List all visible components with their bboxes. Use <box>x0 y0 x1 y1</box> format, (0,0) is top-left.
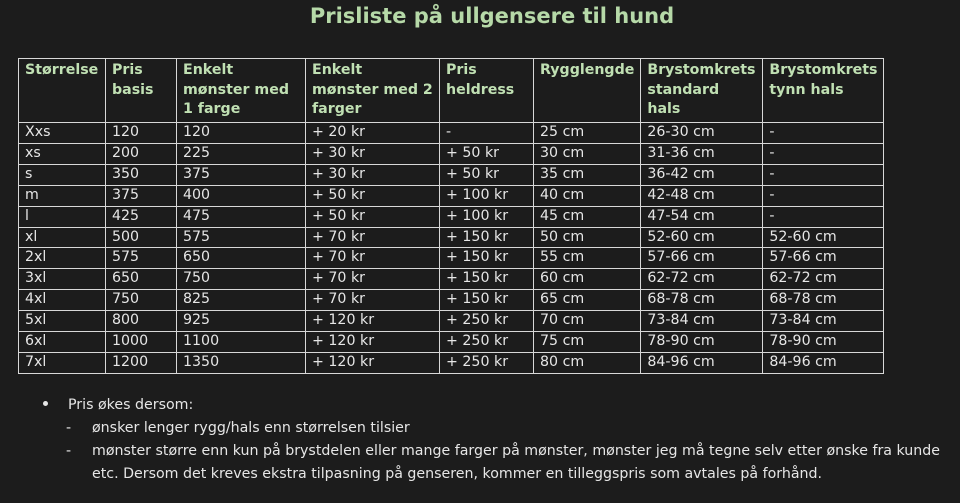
table-cell: + 100 kr <box>440 206 534 227</box>
table-cell: 68-78 cm <box>763 290 884 311</box>
table-header-row <box>19 59 884 123</box>
table-cell: s <box>19 164 106 185</box>
table-row <box>19 290 884 311</box>
price-table <box>18 58 884 374</box>
table-cell: 1000 <box>106 332 177 353</box>
dash-marker: - <box>66 443 72 459</box>
table-cell: - <box>763 206 884 227</box>
table-cell: xs <box>19 143 106 164</box>
table-cell: 52-60 cm <box>763 227 884 248</box>
table-cell: 650 <box>106 269 177 290</box>
table-cell: 200 <box>106 143 177 164</box>
table-cell: 575 <box>177 227 306 248</box>
table-cell: + 20 kr <box>306 123 440 144</box>
table-cell: + 250 kr <box>440 311 534 332</box>
table-cell: + 150 kr <box>440 227 534 248</box>
table-cell: + 150 kr <box>440 269 534 290</box>
table-cell: 40 cm <box>534 185 641 206</box>
table-cell: 825 <box>177 290 306 311</box>
table-cell: + 150 kr <box>440 248 534 269</box>
table-cell: 6xl <box>19 332 106 353</box>
table-row <box>19 269 884 290</box>
table-cell: + 50 kr <box>440 143 534 164</box>
table-cell: 575 <box>106 248 177 269</box>
table-cell: 62-72 cm <box>763 269 884 290</box>
table-cell: 42-48 cm <box>641 185 763 206</box>
table-cell: 52-60 cm <box>641 227 763 248</box>
table-row <box>19 227 884 248</box>
table-cell: 375 <box>177 164 306 185</box>
table-cell: 425 <box>106 206 177 227</box>
table-cell: 55 cm <box>534 248 641 269</box>
price-notes <box>42 394 957 486</box>
table-cell: 750 <box>177 269 306 290</box>
table-cell: 35 cm <box>534 164 641 185</box>
table-cell: 4xl <box>19 290 106 311</box>
table-cell: 84-96 cm <box>641 352 763 373</box>
table-cell: - <box>763 123 884 144</box>
table-cell: + 250 kr <box>440 332 534 353</box>
table-row <box>19 123 884 144</box>
bullet-text: Pris økes dersom: <box>68 397 194 413</box>
table-cell: 120 <box>106 123 177 144</box>
header-storrelse: Størrelse <box>19 59 106 123</box>
table-cell: + 70 kr <box>306 269 440 290</box>
table-cell: 50 cm <box>534 227 641 248</box>
table-cell: 500 <box>106 227 177 248</box>
table-cell: 1200 <box>106 352 177 373</box>
dash-marker: - <box>66 420 72 436</box>
table-cell: 800 <box>106 311 177 332</box>
table-cell: + 250 kr <box>440 352 534 373</box>
table-cell: + 50 kr <box>440 164 534 185</box>
table-cell: 60 cm <box>534 269 641 290</box>
header-enkelt-1-farge: Enkelt mønster med 1 farge <box>177 59 306 123</box>
header-brystomkrets-tynn: Brystomkrets tynn hals <box>763 59 884 123</box>
table-row <box>19 206 884 227</box>
table-cell: 70 cm <box>534 311 641 332</box>
sub-list-item <box>66 440 957 486</box>
table-cell: 57-66 cm <box>763 248 884 269</box>
table-cell: + 70 kr <box>306 227 440 248</box>
table-cell: + 150 kr <box>440 290 534 311</box>
sub-item-text: mønster større enn kun på brystdelen eller mange farger på mønster, mønster jeg må tegne selv etter ønske fra kunde etc. Dersom det kreves ekstra tilpasning på genseren, kommer en tilleggspris som avtales på forhånd. <box>92 443 941 482</box>
table-row <box>19 332 884 353</box>
bullet-icon <box>42 394 68 417</box>
table-cell: 750 <box>106 290 177 311</box>
sub-item-text: ønsker lenger rygg/hals enn størrelsen tilsier <box>92 420 410 436</box>
table-cell: 475 <box>177 206 306 227</box>
table-cell: 73-84 cm <box>763 311 884 332</box>
table-cell: 225 <box>177 143 306 164</box>
table-cell: 1100 <box>177 332 306 353</box>
table-cell: 47-54 cm <box>641 206 763 227</box>
page-title: Prisliste på ullgensere til hund <box>309 4 675 28</box>
header-pris-heldress: Pris heldress <box>440 59 534 123</box>
table-cell: + 50 kr <box>306 185 440 206</box>
table-cell: 400 <box>177 185 306 206</box>
table-cell: 2xl <box>19 248 106 269</box>
table-cell: 375 <box>106 185 177 206</box>
table-row <box>19 143 884 164</box>
table-cell: + 30 kr <box>306 164 440 185</box>
table-row <box>19 311 884 332</box>
table-cell: 78-90 cm <box>763 332 884 353</box>
table-cell: - <box>763 143 884 164</box>
table-cell: 68-78 cm <box>641 290 763 311</box>
table-cell: Xxs <box>19 123 106 144</box>
table-cell: + 120 kr <box>306 332 440 353</box>
table-cell: 25 cm <box>534 123 641 144</box>
table-cell: 84-96 cm <box>763 352 884 373</box>
table-cell: + 70 kr <box>306 290 440 311</box>
table-cell: 3xl <box>19 269 106 290</box>
table-row <box>19 248 884 269</box>
table-row <box>19 164 884 185</box>
table-body <box>19 123 884 374</box>
header-brystomkrets-standard: Brystomkrets standard hals <box>641 59 763 123</box>
table-row <box>19 352 884 373</box>
table-cell: + 120 kr <box>306 352 440 373</box>
table-row <box>19 185 884 206</box>
table-cell: + 70 kr <box>306 248 440 269</box>
table-cell: 31-36 cm <box>641 143 763 164</box>
table-cell: - <box>440 123 534 144</box>
header-enkelt-2-farger: Enkelt mønster med 2 farger <box>306 59 440 123</box>
table-cell: + 30 kr <box>306 143 440 164</box>
table-cell: 925 <box>177 311 306 332</box>
table-cell: 45 cm <box>534 206 641 227</box>
table-cell: xl <box>19 227 106 248</box>
table-cell: 78-90 cm <box>641 332 763 353</box>
table-cell: 80 cm <box>534 352 641 373</box>
header-rygglengde: Rygglengde <box>534 59 641 123</box>
table-cell: - <box>763 164 884 185</box>
sub-list-item <box>66 417 957 440</box>
table-cell: 350 <box>106 164 177 185</box>
table-cell: - <box>763 185 884 206</box>
table-cell: 7xl <box>19 352 106 373</box>
table-cell: m <box>19 185 106 206</box>
table-cell: 62-72 cm <box>641 269 763 290</box>
table-cell: 30 cm <box>534 143 641 164</box>
header-pris-basis: Pris basis <box>106 59 177 123</box>
table-cell: 57-66 cm <box>641 248 763 269</box>
table-cell: 65 cm <box>534 290 641 311</box>
table-cell: + 50 kr <box>306 206 440 227</box>
table-cell: 120 <box>177 123 306 144</box>
table-cell: + 120 kr <box>306 311 440 332</box>
table-cell: 75 cm <box>534 332 641 353</box>
bullet-item <box>42 394 957 417</box>
table-cell: 5xl <box>19 311 106 332</box>
table-cell: 1350 <box>177 352 306 373</box>
table-cell: 73-84 cm <box>641 311 763 332</box>
table-cell: 36-42 cm <box>641 164 763 185</box>
table-cell: l <box>19 206 106 227</box>
table-cell: + 100 kr <box>440 185 534 206</box>
table-cell: 650 <box>177 248 306 269</box>
table-cell: 26-30 cm <box>641 123 763 144</box>
